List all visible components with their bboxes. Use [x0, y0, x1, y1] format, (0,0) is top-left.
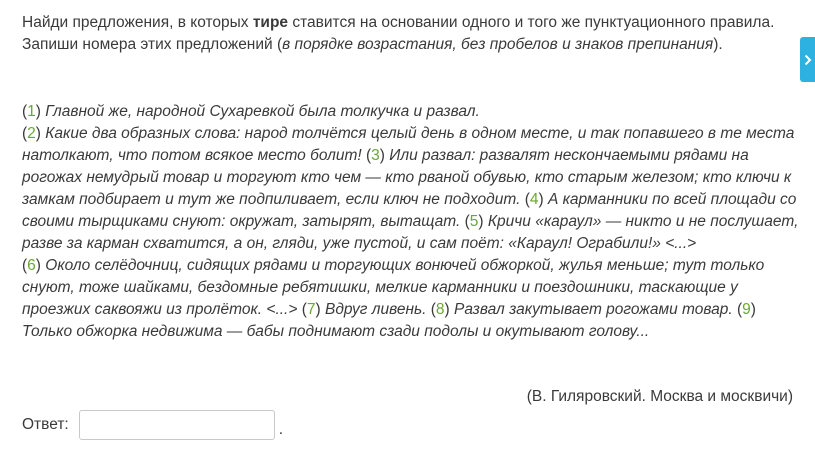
task-instruction: [22, 12, 792, 56]
task-text-3: ).: [713, 36, 723, 53]
task-bold-word: тире: [252, 14, 289, 31]
task-text-1: Найди предложения, в которых: [22, 14, 253, 31]
sentence-text: Развал закутывает рогожами товар.: [449, 301, 737, 318]
sentence-text: Кричи «караул» — никто и не послушает, разве за карман схватится, а он, гляди, уже пустой, и сам поёт: «Караул! Ограбили!» <...>: [22, 213, 799, 252]
sentence-number: (8): [430, 301, 450, 318]
sentence-number: (3): [366, 147, 385, 164]
sentence-number: (9): [736, 301, 756, 318]
sentence-number: (7): [301, 301, 321, 318]
sentence-text: А карманники по всей площади со своими тырщиками снуют: окружат, затырят, вытащат.: [22, 191, 797, 230]
sentence-number: (4): [524, 191, 544, 208]
task-italic-note: в порядке возрастания, без пробелов и знаков препинания: [282, 36, 714, 53]
answer-row: [22, 409, 283, 441]
sentence-number: (1): [22, 103, 41, 120]
sentence-1: [22, 103, 480, 120]
task-text-2: ставится на основании одного и того же пунктуационного правила. Запиши номера этих предложений (: [22, 14, 775, 53]
sentence-7: [302, 301, 431, 318]
sentence-text: Около селёдочниц, сидящих рядами и торгующих вонючей обжоркой, жулья меньше; тут только снуют, тоже шайками, бездомные ребятишки, мелкие карманники и поездошники, таскающие у проезжих саквояжи из пролёток. <...>: [22, 257, 765, 318]
side-panel-toggle[interactable]: [800, 37, 815, 82]
sentence-text: Только обжорка недвижима — бабы поднимают сзади подолы и окутывают голову...: [22, 323, 650, 340]
answer-label: Ответ:: [22, 416, 69, 433]
source-text: [22, 101, 800, 343]
answer-trailing-dot: .: [278, 421, 284, 438]
sentence-text: Или развал: развалят нескончаемыми рядами на рогожах немудрый товар и торгуют кто чем — кто рваной обувью, кто старым железом; кто ключи к замкам подбирает и тут же подпиливает, если ключ не подходит.: [22, 147, 792, 208]
sentence-number: (2): [22, 125, 41, 142]
sentence-number: (5): [464, 213, 484, 230]
sentence-text: Вдруг ливень.: [320, 301, 431, 318]
sentence-number: (6): [22, 257, 41, 274]
sentence-8: [431, 301, 737, 318]
answer-input[interactable]: [79, 410, 275, 440]
text-source-author: (В. Гиляровский. Москва и москвичи): [526, 388, 793, 405]
sentence-text: Какие два образных слова: народ толчётся целый день в одном месте, и так попавшего в те места натолкают, что потом всякое место болит!: [22, 125, 795, 164]
sentence-text: Главной же, народной Сухаревкой была толкучка и развал.: [40, 103, 480, 120]
chevron-right-icon: [804, 54, 812, 66]
